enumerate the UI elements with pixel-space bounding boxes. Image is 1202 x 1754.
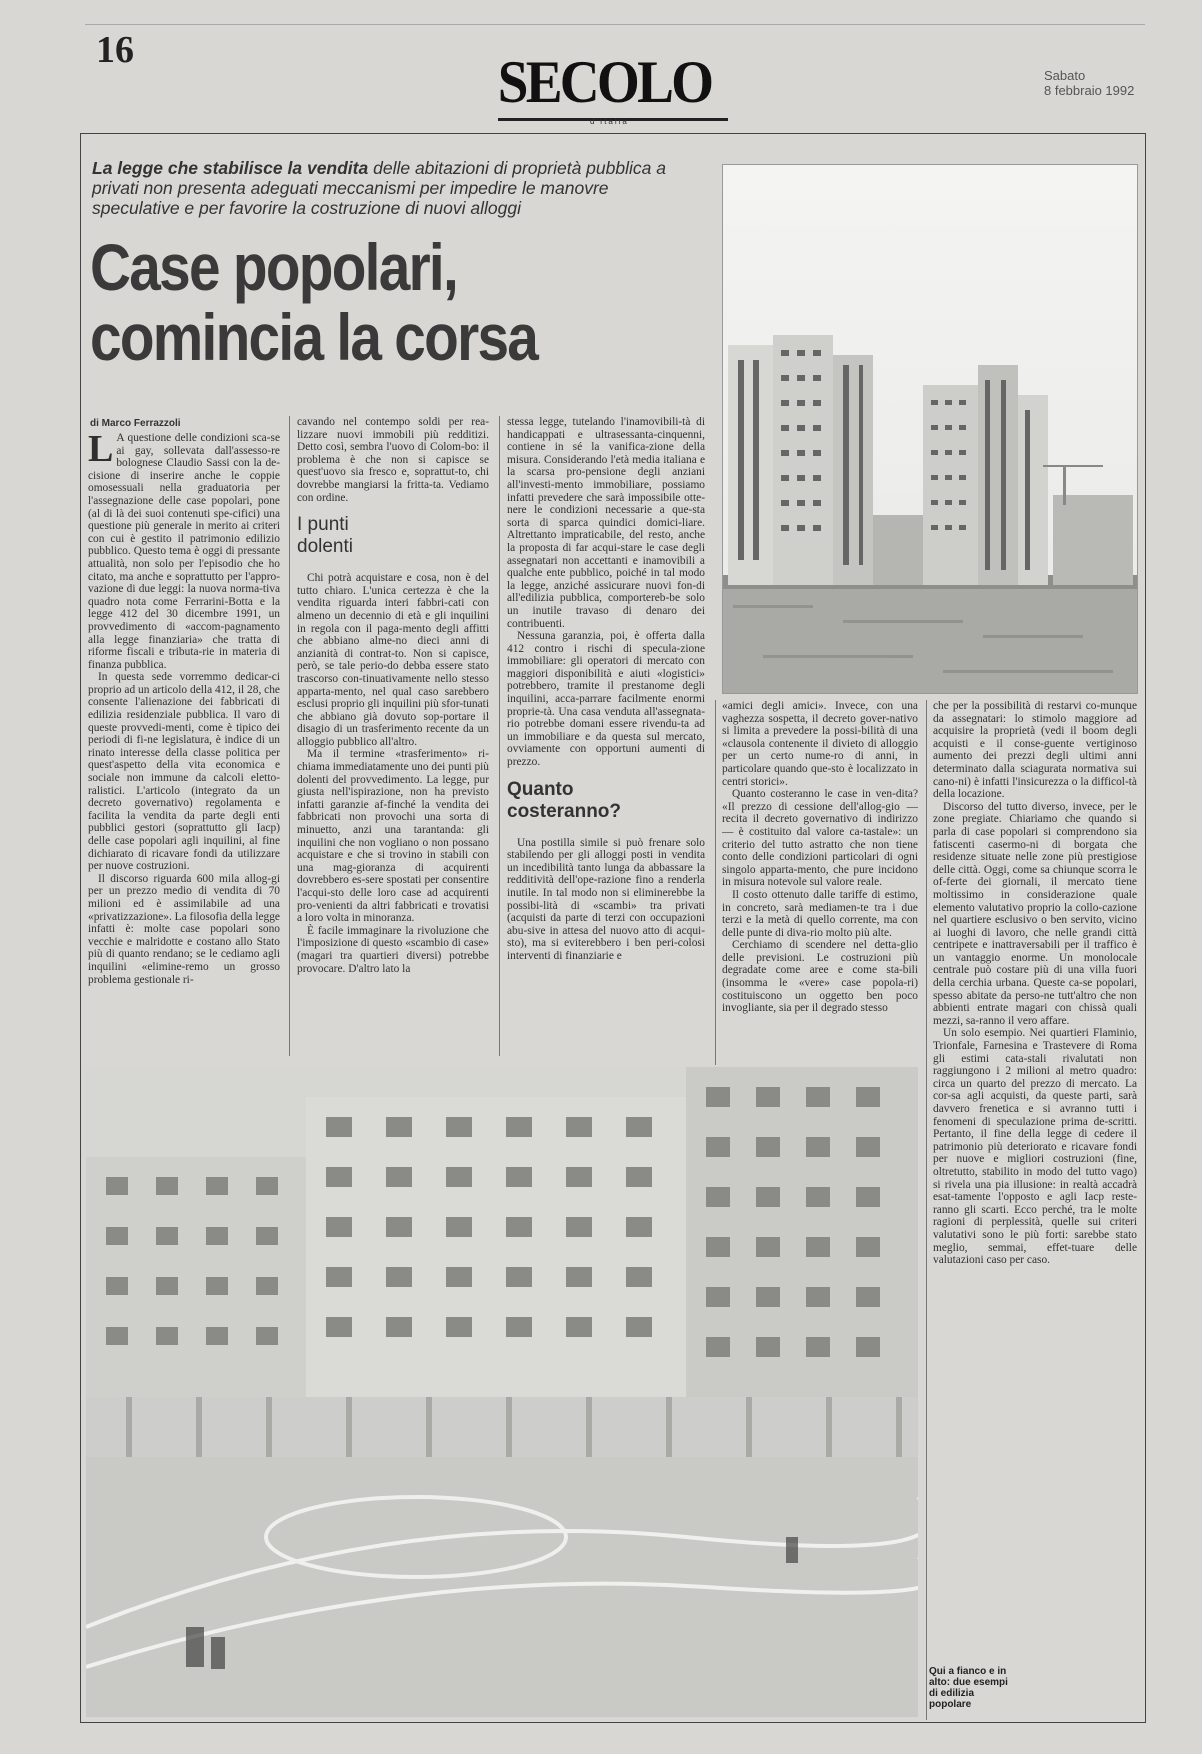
column-4-paragraph-3: Il costo ottenuto dalle tariffe di estimo, in concreto, sarà mediamen-te tra i due terzi e la metà di quello corrente, ma con delle punte di diva-rio molto più alte. (722, 888, 918, 939)
subhead-2-line-1: Quanto (507, 778, 574, 800)
article-column-1 (88, 432, 280, 1054)
column-2-paragraph-2: Chi potrà acquistare e cosa, non è del tutto chiaro. L'unica certezza è che la vendita riguarda interi fabbri-cati con almeno un decennio di età e gli inquilini in regola con il paga-mento degli affitti che abbiano alme-no dieci anni di anzianità di contrat-to. Non si capisce, però, se tale perio-do debba essere stato trascorso con-tinuativamente nello stesso apparta-mento, nel qual caso sarebbero esclusi proprio gli inquilini più sfor-tunati che abbiano già dovuto sop-portare il disagio di un trasferimento recente da un alloggio pubblico all'altro. (297, 572, 489, 748)
byline: di Marco Ferrazzoli (90, 418, 181, 429)
masthead-subtitle: d'Italia (590, 117, 629, 126)
top-rule (85, 24, 1145, 25)
column-4-paragraph-4: Cerchiamo di scendere nel detta-glio delle previsioni. Le costruzioni più degradate come aree e come sta-bili (insomma le «vere» case popola-ri) costituiscono un oggetto ben poco invogliante, sia per il degrado stesso (722, 939, 918, 1015)
photo-housing-complex-image (86, 1067, 918, 1717)
photo-caption: Qui a fianco e in alto: due esempi di edilizia popolare (929, 1666, 1008, 1710)
subhead-1-line-2: dolenti (297, 536, 353, 558)
subhead-2-line-2: costeranno? (507, 800, 622, 822)
drop-cap: L (88, 432, 114, 470)
column-rule (289, 416, 290, 1056)
column-3-paragraph-1: stessa legge, tutelando l'inamovibili-tà di handicappati e ultrasessanta-cinquenni, contiene in sé la vanifica-zione della misura. Considerando l'età media italiana e la scarsa pro-pensione degli anziani all'investi-mento immobiliare, possiamo infatti prevedere che sarà impossibile otte-nere le condizioni necessarie a que-sta sorta di sparca quindici domici-liare. Altrettanto impraticabile, del resto, anche la proposta di far acqui-stare le case degli assegnatari non accettanti e inamovibili a qualche ente pubblico, poiché in tal modo la legge, anziché assicurare nuovi fon-di all'edilizia pubblica, comportereb-be solo un inutile travaso di denaro dei contribuenti. (507, 416, 705, 630)
deck-rest: delle abitazioni di proprietà pubblica a privati non presenta adeguati meccanismi per impedire le manovre speculative e per favorire la costruzione di nuovi alloggi (92, 158, 666, 218)
photo-tower-blocks (722, 164, 1138, 694)
photo-tower-blocks-image (723, 165, 1138, 694)
photo-housing-complex (86, 1067, 918, 1717)
article-column-3 (507, 416, 705, 1066)
article-deck (92, 158, 692, 218)
deck-bold: La legge che stabilisce la vendita (92, 158, 369, 178)
column-2-paragraph-4: È facile immaginare la rivoluzione che l'imposizione di questo «scambio di case» (magari tra quartieri diversi) potrebbe provocare. D'altro lato la (297, 924, 489, 975)
column-1-paragraph-3: Il discorso riguarda 600 mila allog-gi per un prezzo medio di vendita di 70 milioni ed è assimilabile ad una «privatizzazione». La filosofia della legge infatti è: molte case popolari sono vecchie e malridotte e costano allo Stato più di quanto rendano; se le cediamo agli inquilini «elimine-remo un grosso problema gestionale ri- (88, 872, 280, 986)
article-headline (90, 232, 623, 372)
headline-line-2: comincia la corsa (90, 300, 538, 374)
subhead-1-line-1: I punti (297, 514, 349, 536)
column-rule (715, 700, 716, 1065)
header-date-day: Sabato (1044, 68, 1086, 83)
header-date (1044, 68, 1154, 98)
masthead: SECOLO (497, 49, 712, 115)
header-date-full: 8 febbraio 1992 (1044, 83, 1135, 98)
column-1-paragraph-2: In questa sede vorremmo dedicar-ci proprio ad un articolo della 412, il 28, che consente l'alienazione dei fabbricati di edilizia residenziale pubblica. Il varo di queste provvedi-menti, come è tipico dei periodi di fi-ne legislatura, è indice di un rinato interesse della classe politica per quest'aspetto della vita economica e sociale non immune da calcoli eletto-ralistici. L'articolo (integrato da un decreto governativo) regolamenta e facilita la vendita da parte degli enti pubblici gestori (soprattutto gli Iacp) delle case popolari agli inquilini, al fine dichiarato di ricavare fondi da utilizzare per nuove costruzioni. (88, 671, 280, 873)
article-column-5 (933, 700, 1137, 1410)
column-5-paragraph-1: che per la possibilità di restarvi co-munque da assegnatari: lo stimolo maggiore ad acquisire la proprietà (vedi il boom degli acquisti e il conse-guente vertiginoso aumento dei prezzi degli ultimi anni determinato dalla sciagurata normativa sui cano-ni) è infatti l'insicurezza o la difficol-tà della locazione. (933, 700, 1137, 801)
column-2-paragraph-3: Ma il termine «trasferimento» ri-chiama immediatamente uno dei punti più dolenti del provvedimento. La legge, pur giusta nell'ispirazione, non ha previsto infatti garanzie af-finché la vendita dei fabbricati non provochi una sorta di minuetto, anzi una tarantanda: gli inquilini che non vogliano o non possano acquistare e che si trovino in stabili con una mag-gioranza di acquirenti dovrebbero es-sere spostati per consentire l'acqui-sto delle loro case ad acquirenti pro-venienti da altri fabbricati e trovatisi a loro volta in minoranza. (297, 748, 489, 925)
column-rule (926, 700, 927, 1720)
column-5-paragraph-2: Discorso del tutto diverso, invece, per le zone pregiate. Chiariamo che quando si parla di case popolari si comprendono sia fatiscenti casermo-ni di borgata che residenze situate nelle zone più prestigiose delle città. Oggi, come sa chiunque scorra le of-ferte dei giornali, il mercato tiene moltissimo in considerazione quale elemento valutativo proprio la collo-cazione nel quartiere esclusivo o ben servito, vicino ai luoghi di lavoro, che nelle grandi città centripete e inattraversabili per il traffico è un vantaggio enorme. Un monolocale centrale può costare più di una villa fuori della cerchia urbana. Queste ca-se popolari, spesso abitate da perso-ne tutt'altro che non abbienti entrate magari con chissà quali mezzi, sa-ranno il vero affare. (933, 800, 1137, 1027)
column-4-paragraph-2: Quanto costeranno le case in ven-dita? «Il prezzo di cessione dell'allog-gio — recita il decreto governativo di indirizzo — è costituito dal valore ca-tastale»: un criterio del tutto astratto che non tiene conto delle condizioni particolari di ogni singolo apparta-mento, che pure incidono in misura notevole sul valore reale. (722, 788, 918, 889)
headline-line-1: Case popolari, (90, 230, 458, 304)
column-5-paragraph-3: Un solo esempio. Nei quartieri Flaminio, Trionfale, Farnesina e Trastevere di Roma gli estimi cata-stali rivalutati non raggiungono i 2 milioni al metro quadro: circa un quarto del prezzo di mercato. La cor-sa agli acquisti, da queste parti, sarà davvero frenetica e si avranno tutti i fenomeni di speculazione prima de-scritti. Pertanto, il fine della legge di cedere il patrimonio più deteriorato e ricavare fondi per nuove e migliori costruzioni (fine, oltretutto, stabilito in modo del tutto vago) si rivela una pia illusione: in realtà accadrà esat-tamente l'opposto e agli Iacp reste-ranno gli scarti. Ecco perché, tra le molte ragioni di perplessità, quelle sui criteri valutativi sono le più forti: sarebbe stato meglio, semmai, effet-tuare delle valutazioni caso per caso. (933, 1027, 1137, 1267)
article-column-2 (297, 416, 489, 1054)
column-3-paragraph-2: Nessuna garanzia, poi, è offerta dalla 412 contro i rischi di specula-zione immobiliare: gli operatori di mercato con maggiori disponibilità e aiuti «logistici» potrebbero, tramite il prestanome degli inquilini, acca-parrare facilmente enormi proprie-tà. Una casa venduta all'assegnata-rio potrebbe domani essere rivendu-ta ad un immobiliare e da questa sul mercato, ovviamente con opportuni aumenti di prezzo. (507, 630, 705, 769)
column-2-paragraph-1: cavando nel contempo soldi per rea-lizzare nuovi immobili più redditizi. Detto così, sembra l'uovo di Colom-bo: il problema è che non si capisce se quest'uovo sia fresco e, soprattut-to, chi dovrebbe mangiarsi la fritta-ta. Vediamo con ordine. (297, 416, 489, 504)
article-column-4 (722, 700, 918, 1065)
subhead-quanto-costeranno (507, 779, 705, 823)
column-1-paragraph-1: A questione delle condizioni sca-se ai gay, sollevata dall'assesso-re bolognese Claudio Sassi con la de-cisione di inserire anche le coppie omosessuali nella graduatoria per l'assegnazione delle case popolari, pone (al di là dei suoi contenuti spe-cifici) una questione più generale in merito ai criteri con cui è gestito il patrimonio edilizio pubblico. Questo tema è oggi di pressante attualità, non solo per l'episodio che ho citato, ma anche e soprattutto per l'appro-vazione di due leggi: la nuova norma-tiva quadro nota come Ferrarini-Botta e la legge 412 del 30 dicembre 1991, un provvedimento di «accom-pagnamento alla legge finanziaria» che tratta di riforme fiscali e tributa-rie in materia di finanza pubblica. (88, 432, 280, 671)
column-3-paragraph-3: Una postilla simile si può frenare solo stabilendo per gli alloggi posti in vendita un incedibilità tanto lunga da abbassare la redditività dell'ope-razione fino a renderla inutile. In tal modo non si eliminerebbe la possibi-lità di «scambi» tra privati (acquisti da parte di terzi con occupazioni abu-sive in attesa del nuovo atto di acqui-sto), ma si eviterebbero i ben peri-colosi interventi di finanziarie e (507, 836, 705, 962)
page-number: 16 (96, 29, 134, 71)
subhead-punti-dolenti (297, 514, 489, 558)
column-4-paragraph-1: «amici degli amici». Invece, con una vaghezza sospetta, il decreto gover-nativo si limita a prevedere la possi-bilità di una «clausola contenente il divieto di alloggio per un certo nume-ro di anni, in particolare quando que-sto è localizzato in centri storici». (722, 700, 918, 788)
column-rule (499, 416, 500, 1056)
